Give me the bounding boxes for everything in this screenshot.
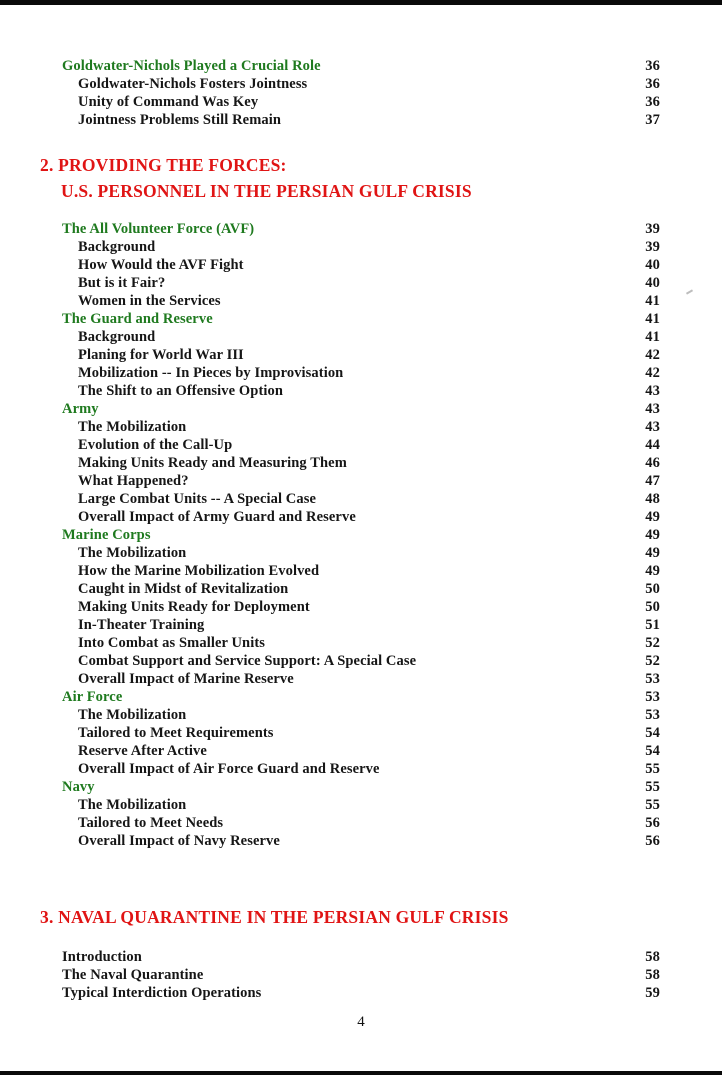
toc-entry-title: Mobilization -- In Pieces by Improvisation xyxy=(78,365,344,381)
toc-entry-title: Reserve After Active xyxy=(78,743,207,759)
toc-entry xyxy=(62,742,660,760)
toc-entry xyxy=(62,688,660,706)
toc-entry xyxy=(62,400,660,418)
toc-entry-page-number: 51 xyxy=(645,617,660,633)
toc-entry-title: But is it Fair? xyxy=(78,275,166,291)
toc-entry xyxy=(62,796,660,814)
toc-entry-title: Overall Impact of Navy Reserve xyxy=(78,833,280,849)
toc-entry xyxy=(62,832,660,850)
toc-entry-title: Navy xyxy=(62,779,95,795)
toc-entry-page-number: 37 xyxy=(645,112,660,128)
toc-entry xyxy=(62,111,660,129)
chapter-heading-line: 2. PROVIDING THE FORCES: xyxy=(40,155,287,175)
toc-entry xyxy=(62,984,660,1002)
toc-entry xyxy=(62,814,660,832)
toc-entry-title: Typical Interdiction Operations xyxy=(62,985,262,1001)
toc-entry xyxy=(62,490,660,508)
toc-entry-title: What Happened? xyxy=(78,473,189,489)
toc-entry-page-number: 41 xyxy=(645,329,660,345)
toc-entry-page-number: 55 xyxy=(645,761,660,777)
toc-entry-title: Unity of Command Was Key xyxy=(78,94,259,110)
toc-entry-page-number: 42 xyxy=(645,365,660,381)
toc-entry-page-number: 49 xyxy=(645,509,660,525)
toc-entry-title: Overall Impact of Army Guard and Reserve xyxy=(78,509,356,525)
toc-entry xyxy=(62,544,660,562)
toc-entry xyxy=(62,454,660,472)
toc-entry-title: In-Theater Training xyxy=(78,617,205,633)
toc-entry-title: The All Volunteer Force (AVF) xyxy=(62,221,255,237)
folio-page-number: 4 xyxy=(357,1014,365,1030)
toc-entry-page-number: 56 xyxy=(645,833,660,849)
toc-entry-title: Air Force xyxy=(62,689,123,705)
toc-entry-title: Into Combat as Smaller Units xyxy=(78,635,266,651)
toc-entry-page-number: 40 xyxy=(645,275,660,291)
scan-speck xyxy=(686,289,693,294)
toc-entry-page-number: 55 xyxy=(645,779,660,795)
toc-entry-page-number: 42 xyxy=(645,347,660,363)
toc-entry-page-number: 52 xyxy=(645,635,660,651)
toc-entry xyxy=(62,616,660,634)
toc-entry-group xyxy=(62,948,660,1002)
toc-entry xyxy=(62,436,660,454)
toc-entry-page-number: 49 xyxy=(645,545,660,561)
chapter-heading-line: 3. NAVAL QUARANTINE IN THE PERSIAN GULF CRISIS xyxy=(40,907,509,927)
toc-entry-page-number: 53 xyxy=(645,707,660,723)
toc-entry-title: Introduction xyxy=(62,949,142,965)
toc-entry-title: Army xyxy=(62,401,99,417)
toc-entry-title: Making Units Ready for Deployment xyxy=(78,599,310,615)
toc-entry xyxy=(62,526,660,544)
toc-entry-page-number: 39 xyxy=(645,221,660,237)
toc-entry xyxy=(62,220,660,238)
toc-entry-page-number: 48 xyxy=(645,491,660,507)
toc-entry-title: Tailored to Meet Requirements xyxy=(78,725,274,741)
toc-entry-page-number: 54 xyxy=(645,725,660,741)
toc-entry xyxy=(62,948,660,966)
scan-edge-top xyxy=(0,0,722,5)
toc-entry-page-number: 41 xyxy=(645,311,660,327)
toc-entry-page-number: 36 xyxy=(645,76,660,92)
toc-entry-page-number: 47 xyxy=(645,473,660,489)
toc-entry-page-number: 58 xyxy=(645,949,660,965)
toc-entry xyxy=(62,472,660,490)
toc-entry xyxy=(62,670,660,688)
toc-entry-page-number: 50 xyxy=(645,599,660,615)
toc-entry xyxy=(62,256,660,274)
toc-entry-title: The Mobilization xyxy=(78,419,187,435)
toc-entry-title: Tailored to Meet Needs xyxy=(78,815,224,831)
toc-entry xyxy=(62,328,660,346)
toc-entry-title: How Would the AVF Fight xyxy=(78,257,244,273)
toc-entry xyxy=(62,238,660,256)
toc-entry xyxy=(62,966,660,984)
toc-entry xyxy=(62,310,660,328)
toc-entry xyxy=(62,760,660,778)
toc-entry-page-number: 43 xyxy=(645,401,660,417)
toc-entry-page-number: 56 xyxy=(645,815,660,831)
toc-entry-title: Planing for World War III xyxy=(78,347,244,363)
toc-entry-title: The Naval Quarantine xyxy=(62,967,204,983)
toc-entry-title: Women in the Services xyxy=(78,293,221,309)
toc-entry-title: Overall Impact of Air Force Guard and Reserve xyxy=(78,761,380,777)
toc-entry-title: The Shift to an Offensive Option xyxy=(78,383,284,399)
toc-entry xyxy=(62,634,660,652)
toc-entry-page-number: 50 xyxy=(645,581,660,597)
toc-entry-title: Jointness Problems Still Remain xyxy=(78,112,282,128)
toc-entry-page-number: 52 xyxy=(645,653,660,669)
toc-entry xyxy=(62,706,660,724)
toc-entry xyxy=(62,93,660,111)
toc-entry xyxy=(62,652,660,670)
toc-entry-page-number: 36 xyxy=(645,94,660,110)
toc-entry-page-number: 53 xyxy=(645,671,660,687)
toc-entry xyxy=(62,580,660,598)
toc-entry-title: Overall Impact of Marine Reserve xyxy=(78,671,294,687)
toc-entry xyxy=(62,274,660,292)
toc-entry-title: Marine Corps xyxy=(62,527,151,543)
toc-entry-page-number: 58 xyxy=(645,967,660,983)
toc-entry-title: Making Units Ready and Measuring Them xyxy=(78,455,347,471)
toc-entry-page-number: 53 xyxy=(645,689,660,705)
toc-entry-title: The Guard and Reserve xyxy=(62,311,213,327)
toc-entry-page-number: 49 xyxy=(645,563,660,579)
chapter-heading xyxy=(40,904,660,930)
toc-entry-page-number: 36 xyxy=(645,58,660,74)
toc-entry xyxy=(62,724,660,742)
toc-entry-title: Combat Support and Service Support: A Special Case xyxy=(78,653,417,669)
toc-entry-title: How the Marine Mobilization Evolved xyxy=(78,563,320,579)
toc-entry-title: The Mobilization xyxy=(78,797,187,813)
toc-entry-group xyxy=(62,220,660,850)
toc-entry-title: Goldwater-Nichols Played a Crucial Role xyxy=(62,58,321,74)
toc-entry-title: Large Combat Units -- A Special Case xyxy=(78,491,317,507)
chapter-heading xyxy=(40,152,660,204)
toc-entry-title: Background xyxy=(78,329,156,345)
toc-entry xyxy=(62,598,660,616)
toc-entry-page-number: 40 xyxy=(645,257,660,273)
toc-entry-page-number: 49 xyxy=(645,527,660,543)
toc-entry-page-number: 43 xyxy=(645,419,660,435)
toc-entry-page-number: 41 xyxy=(645,293,660,309)
table-of-contents xyxy=(40,57,660,1002)
toc-entry-title: The Mobilization xyxy=(78,545,187,561)
toc-entry xyxy=(62,292,660,310)
toc-entry-title: Goldwater-Nichols Fosters Jointness xyxy=(78,76,308,92)
toc-entry-page-number: 55 xyxy=(645,797,660,813)
page-footer xyxy=(0,1014,722,1031)
chapter-heading-line: U.S. PERSONNEL IN THE PERSIAN GULF CRISIS xyxy=(61,181,472,201)
toc-entry-title: The Mobilization xyxy=(78,707,187,723)
toc-entry-page-number: 39 xyxy=(645,239,660,255)
toc-entry xyxy=(62,508,660,526)
toc-entry xyxy=(62,562,660,580)
toc-entry-page-number: 46 xyxy=(645,455,660,471)
toc-entry xyxy=(62,364,660,382)
toc-entry xyxy=(62,382,660,400)
toc-entry-page-number: 44 xyxy=(645,437,660,453)
toc-entry xyxy=(62,57,660,75)
toc-entry xyxy=(62,418,660,436)
toc-entry-page-number: 59 xyxy=(645,985,660,1001)
toc-entry-title: Evolution of the Call-Up xyxy=(78,437,233,453)
toc-entry xyxy=(62,346,660,364)
toc-entry-title: Background xyxy=(78,239,156,255)
toc-entry xyxy=(62,778,660,796)
toc-entry-page-number: 43 xyxy=(645,383,660,399)
scan-edge-bottom xyxy=(0,1071,722,1075)
toc-entry xyxy=(62,75,660,93)
toc-entry-page-number: 54 xyxy=(645,743,660,759)
toc-entry-title: Caught in Midst of Revitalization xyxy=(78,581,289,597)
toc-entry-group xyxy=(62,57,660,129)
